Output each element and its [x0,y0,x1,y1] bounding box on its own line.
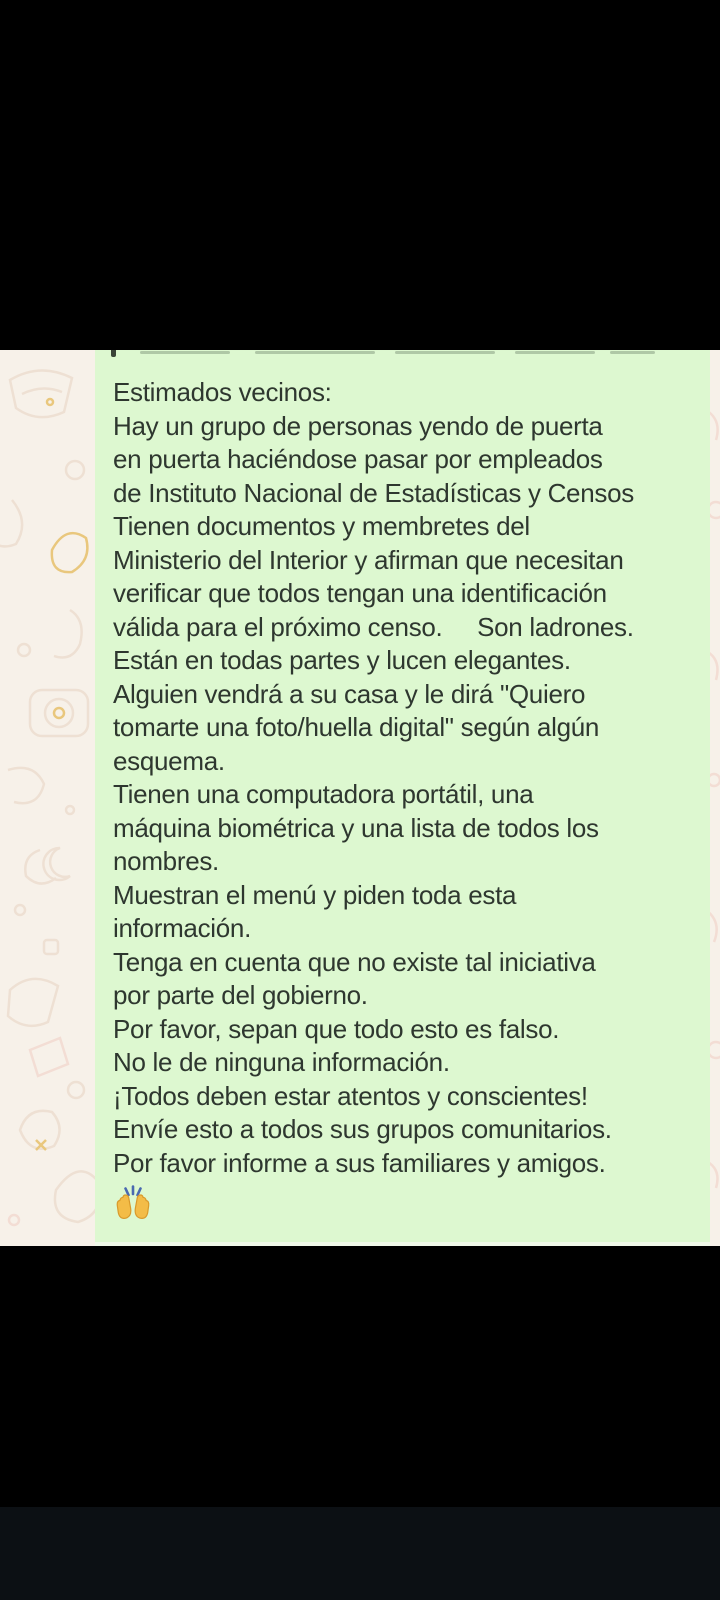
message-line: esquema. [113,745,225,776]
message-line: Muestran el menú y piden toda esta [113,879,517,910]
message-line: válida para el próximo censo. Son ladrones. [113,611,634,642]
message-line: verificar que todos tengan una identificación [113,578,607,608]
message-line: por parte del gobierno. [113,980,368,1010]
raising-hands-emoji [113,1184,153,1224]
message-line: Tienen una computadora portátil, una [113,779,534,809]
message-line: Tienen documentos y membretes del [113,511,530,541]
letterbox-bottom [0,1246,720,1600]
message-line: Envíe esto a todos sus grupos comunitarios. [113,1114,612,1144]
message-bubble[interactable] [95,350,710,1242]
message-line: Están en todas partes y lucen elegantes. [113,645,571,675]
message-line: máquina biométrica y una lista de todos los [113,812,599,843]
message-line: Por favor informe a sus familiares y amigos. [113,1147,606,1178]
message-line: tomarte una foto/huella digital" según algún [113,712,600,742]
letterbox-top [0,0,720,350]
message-line: ¡Todos deben estar atentos y conscientes! [113,1080,588,1111]
nav-bar-area [0,1507,720,1600]
chat-wallpaper [0,350,720,1246]
message-line: Alguien vendrá a su casa y le dirá "Quiero [113,678,586,709]
message-line: Estimados vecinos: [113,377,332,407]
message-line: Hay un grupo de personas yendo de puerta [113,410,603,441]
message-line: en puerta haciéndose pasar por empleados [113,444,603,474]
message-line: Ministerio del Interior y afirman que necesitan [113,544,624,575]
message-line: No le de ninguna información. [113,1047,450,1077]
message-line: nombres. [113,846,219,876]
message-text [95,350,710,1180]
message-line: Por favor, sepan que todo esto es falso. [113,1013,560,1044]
message-line: información. [113,913,252,943]
message-line: de Instituto Nacional de Estadísticas y Censos [113,477,634,508]
message-line: Tenga en cuenta que no existe tal iniciativa [113,946,596,977]
